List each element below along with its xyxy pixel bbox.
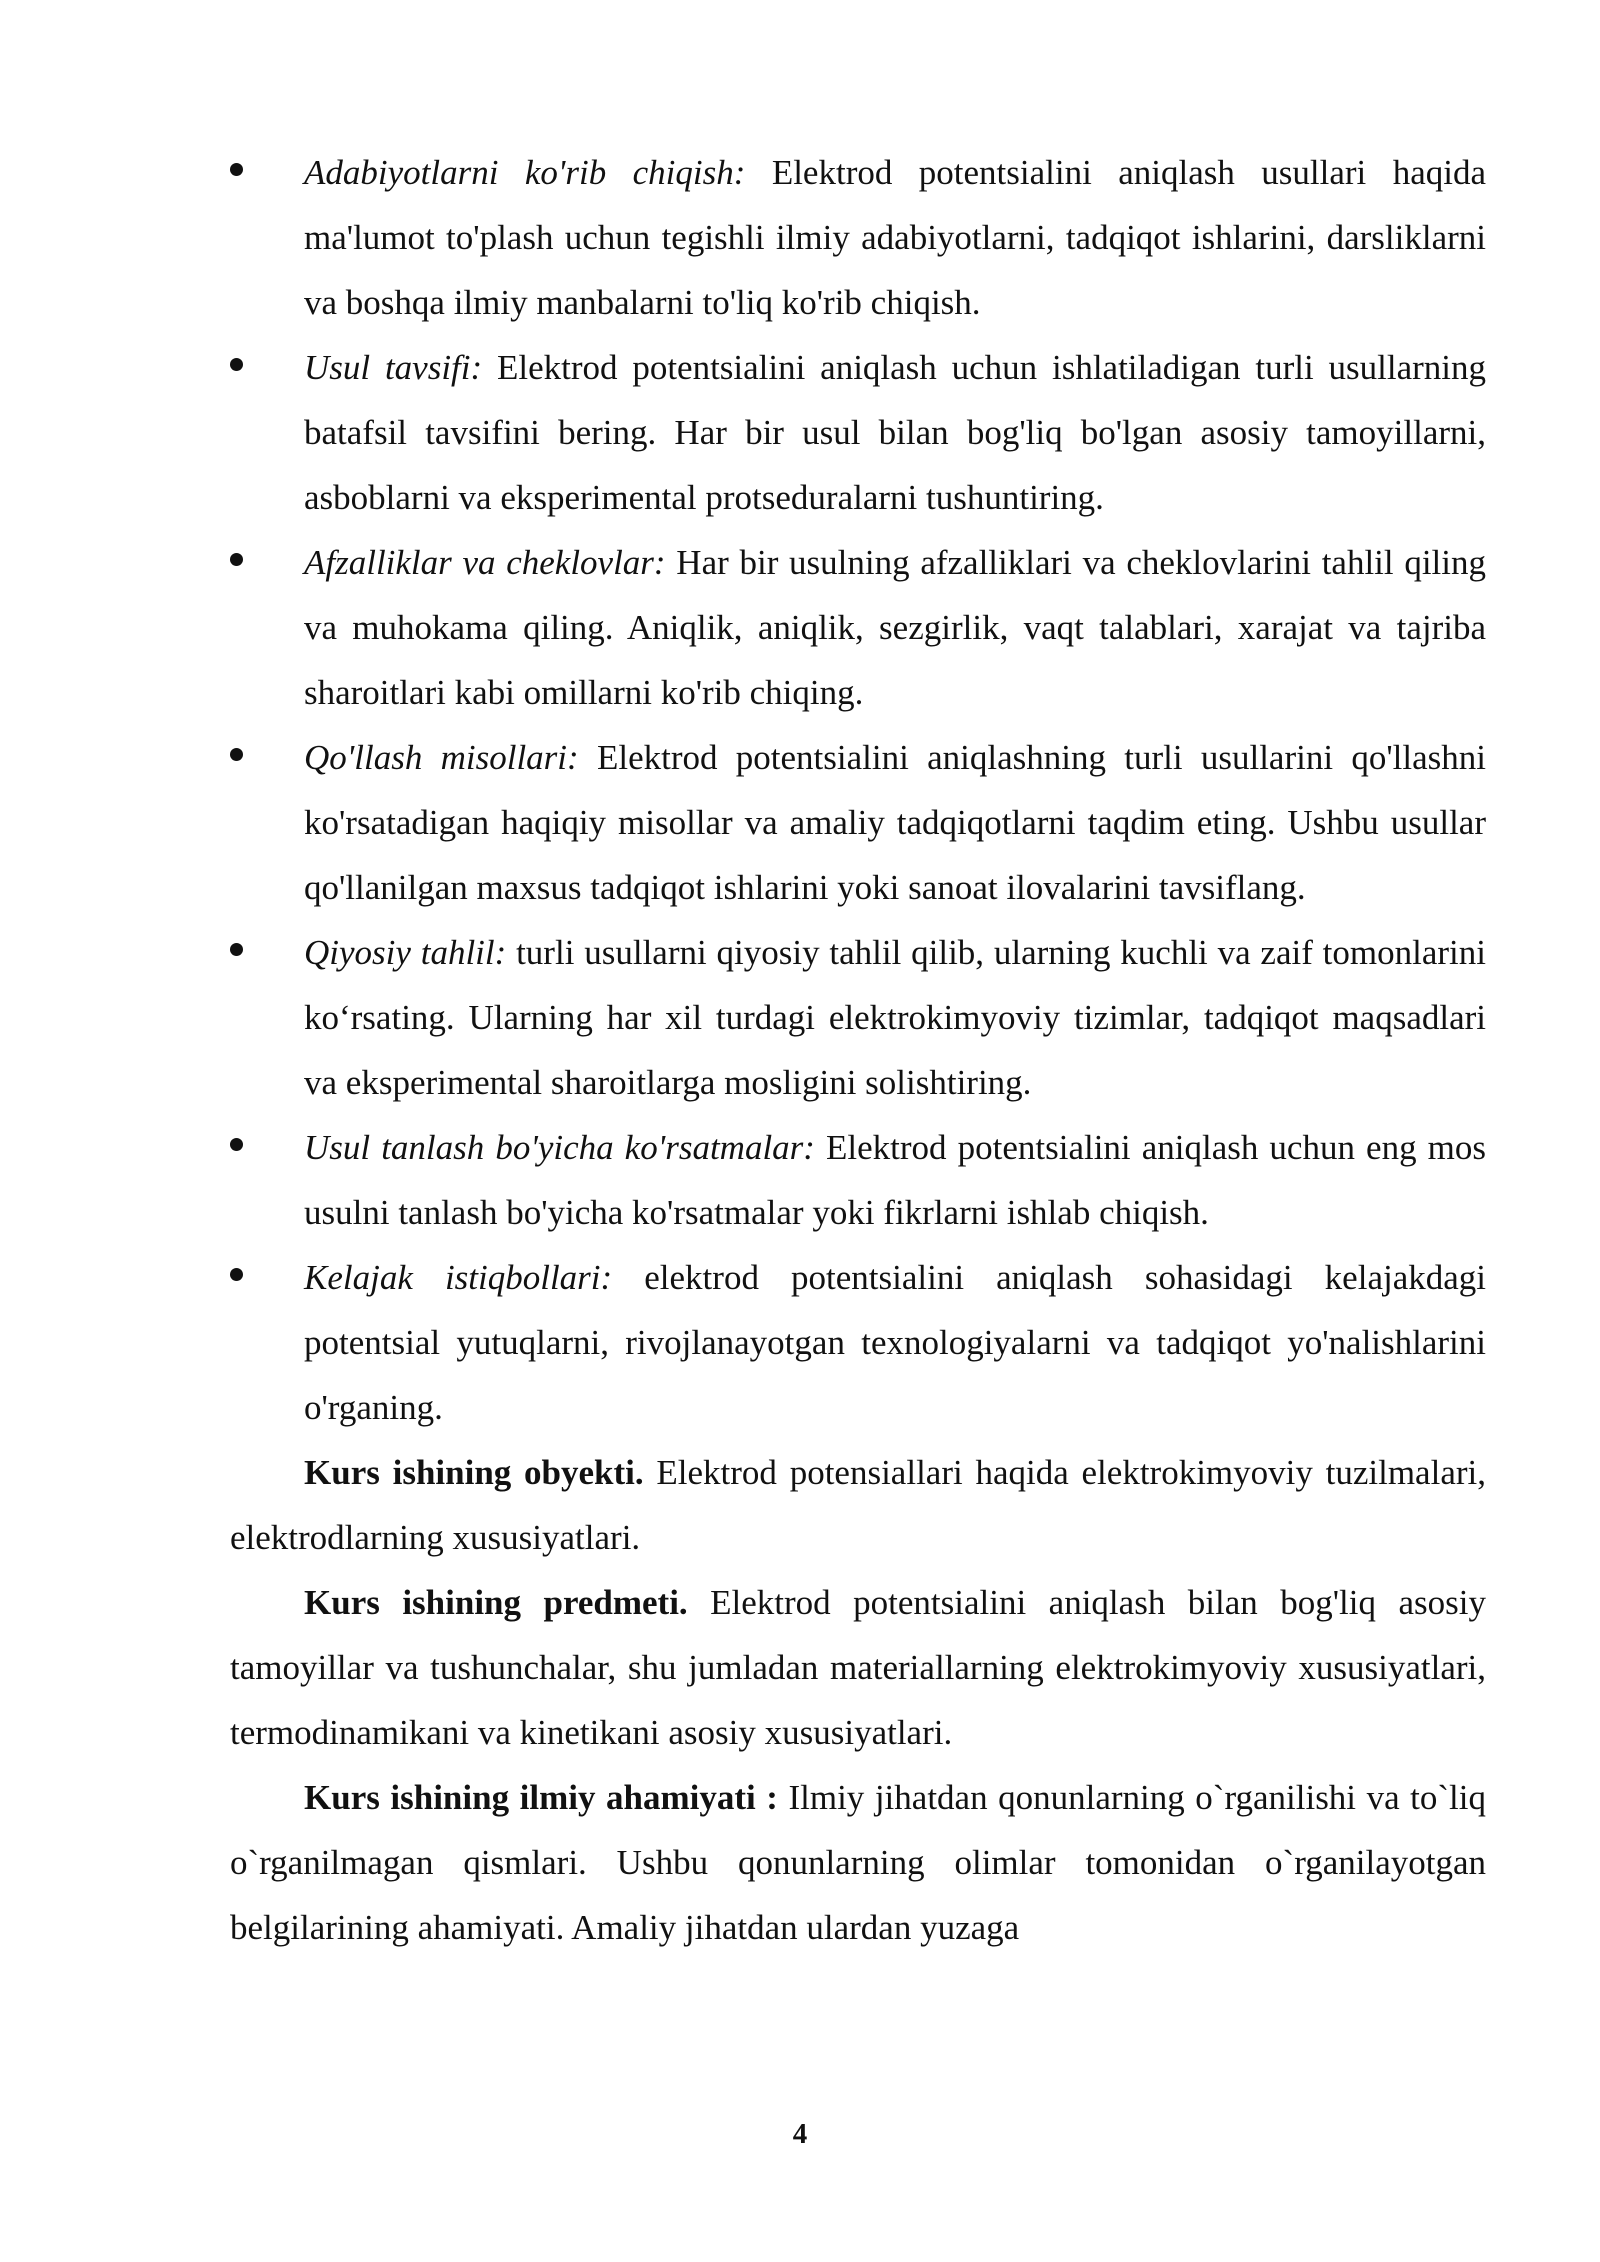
bullet-icon <box>230 553 243 566</box>
list-item-lead: Usul tanlash bo'yicha ko'rsatmalar: <box>304 1128 815 1167</box>
paragraph-text: Elektrod potentsialini aniqlash bilan bog'liq asosiy tamoyillar va tushunchalar, shu jumladan materiallarning elektrokimyoviy xususiyatlari, termodinamikani va kinetikani asosiy xususiyatlari. <box>230 1583 1486 1752</box>
list-item-lead: Adabiyotlarni ko'rib chiqish: <box>304 153 746 192</box>
list-item <box>230 140 1486 335</box>
paragraph-lead: Kurs ishining obyekti. <box>304 1453 644 1492</box>
list-item-lead: Afzalliklar va cheklovlar: <box>304 543 666 582</box>
bullet-icon <box>230 163 243 176</box>
list-item <box>230 530 1486 725</box>
page-number: 4 <box>792 2118 808 2150</box>
list-item <box>230 335 1486 530</box>
list-item-lead: Kelajak istiqbollari: <box>304 1258 613 1297</box>
list-item-text: Elektrod potentsialini aniqlash usullari haqida ma'lumot to'plash uchun tegishli ilmiy adabiyotlarni, tadqiqot ishlarini, darsliklarni va boshqa ilmiy manbalarni to'liq ko'rib chiqish. <box>304 153 1486 322</box>
list-item <box>230 725 1486 920</box>
list-item-lead: Qo'llash misollari: <box>304 738 579 777</box>
bullet-icon <box>230 358 243 371</box>
list-item-lead: Usul tavsifi: <box>304 348 483 387</box>
paragraph-lead: Kurs ishining ilmiy ahamiyati : <box>304 1778 778 1817</box>
paragraph-object <box>230 1440 1486 1570</box>
bullet-icon <box>230 748 243 761</box>
list-item-text: Har bir usulning afzalliklari va cheklovlarini tahlil qiling va muhokama qiling. Aniqlik, aniqlik, sezgirlik, vaqt talablari, xarajat va tajriba sharoitlari kabi omillarni ko'rib chiqing. <box>304 543 1486 712</box>
bullet-icon <box>230 1138 243 1151</box>
list-item-lead: Qiyosiy tahlil: <box>304 933 507 972</box>
list-item <box>230 1245 1486 1440</box>
list-item <box>230 920 1486 1115</box>
paragraph-lead: Kurs ishining predmeti. <box>304 1583 688 1622</box>
paragraph-text: Ilmiy jihatdan qonunlarning o`rganilishi va to`liq o`rganilmagan qismlari. Ushbu qonunlarning olimlar tomonidan o`rganilayotgan belgilarining ahamiyati. Amaliy jihatdan ulardan yuzaga <box>230 1778 1486 1947</box>
document-body <box>230 140 1486 1960</box>
list-item-text: Elektrod potentsialini aniqlash uchun ishlatiladigan turli usullarning batafsil tavsifini bering. Har bir usul bilan bog'liq bo'lgan asosiy tamoyillarni, asboblarni va eksperimental protseduralarni tushuntiring. <box>304 348 1487 517</box>
objectives-list <box>230 140 1486 1440</box>
list-item-text: Elektrod potentsialini aniqlash uchun eng mos usulni tanlash bo'yicha ko'rsatmalar yoki fikrlarni ishlab chiqish. <box>304 1128 1486 1232</box>
list-item-text: Elektrod potentsialini aniqlashning turli usullarini qo'llashni ko'rsatadigan haqiqiy misollar va amaliy tadqiqotlarni taqdim eting. Ushbu usullar qo'llanilgan maxsus tadqiqot ishlarini yoki sanoat ilovalarini tavsiflang. <box>304 738 1486 907</box>
bullet-icon <box>230 943 243 956</box>
bullet-icon <box>230 1268 243 1281</box>
list-item-text: elektrod potentsialini aniqlash sohasidagi kelajakdagi potentsial yutuqlarni, rivojlanayotgan texnologiyalarni va tadqiqot yo'nalishlarini o'rganing. <box>304 1258 1486 1427</box>
paragraph-subject <box>230 1570 1486 1765</box>
list-item-text: turli usullarni qiyosiy tahlil qilib, ularning kuchli va zaif tomonlarini ko‘rsating. Ularning har xil turdagi elektrokimyoviy tizimlar, tadqiqot maqsadlari va eksperimental sharoitlarga mosligini solishtiring. <box>304 933 1486 1102</box>
paragraph-text: Elektrod potensiallari haqida elektrokimyoviy tuzilmalari, elektrodlarning xususiyatlari. <box>230 1453 1486 1557</box>
list-item <box>230 1115 1486 1245</box>
paragraph-significance <box>230 1765 1486 1960</box>
